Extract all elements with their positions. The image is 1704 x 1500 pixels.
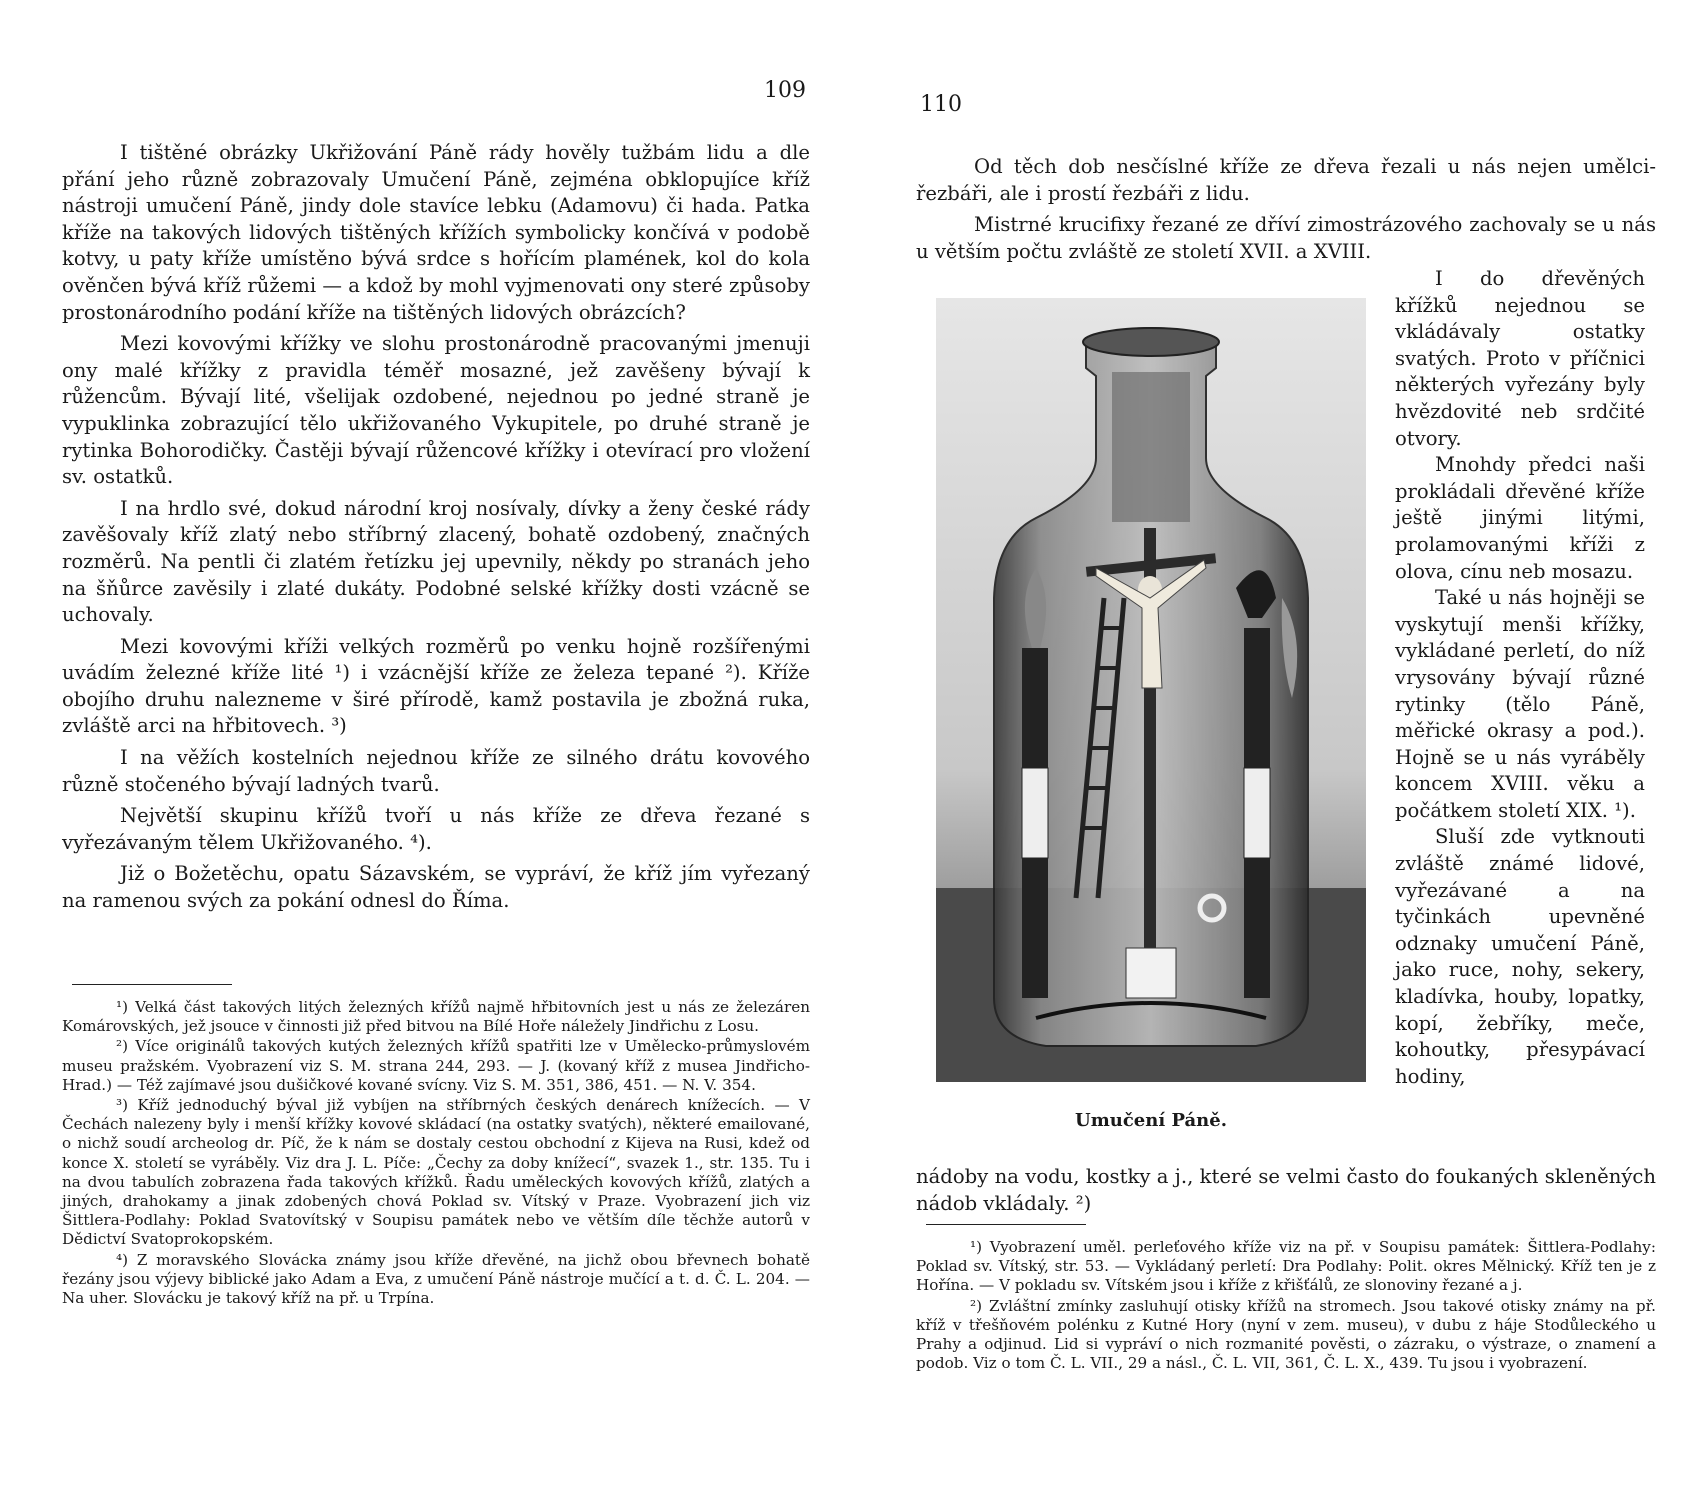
footnote: ⁴) Z moravského Slovácka známy jsou kříže dřevěné, na jichž obou břevnech bohatě řezány jsou výjevy biblické jako Adam a Eva, z umučení Páně nástroje mučící a t. d. Č. L. 204. — Na uher. Slovácku je takový kříž na př. u Trpína. (62, 1250, 810, 1308)
figure (936, 288, 1366, 1131)
footnote: ¹) Velká část takových litých železných křížů najmě hřbitovních jest u nás ze železáren Komárovských, jež jsouce v činnosti již před bitvou na Bílé Hoře náležely Jindřichu z Losu. (62, 998, 810, 1036)
paragraph: Již o Božetěchu, opatu Sázavském, se vypráví, že kříž jím vyřezaný na ramenou svých za pokání odnesl do Říma. (62, 862, 810, 913)
paragraph: nádoby na vodu, kostky a j., které se velmi často do foukaných skleněných nádob vkládaly. ²) (916, 1165, 1656, 1215)
bottle-crucifix-photo (936, 298, 1366, 1082)
left-page (62, 0, 810, 1500)
footnote: ²) Zvláštní zmínky zasluhují otisky křížů na stromech. Jsou takové otisky známy na př. kříž v třešňovém polénku z Kutné Hory (nyní v zem. museu), v dubu z háje Stodůleckého u Prahy a odjinud. Lid si vypráví o nich rozmanité pověsti, o zázraku, o výstraze, o znamení a podob. Viz o tom Č. L. VII., 29 a násl., Č. L. VII, 361, Č. L. X., 439. Tu jsou i vyobrazení. (916, 1296, 1656, 1373)
right-footnotes (916, 1238, 1656, 1374)
figure-caption: Umučení Páně. (1075, 1110, 1227, 1131)
paragraph: Mistrné krucifixy řezané ze dříví zimostrázového zachovaly se u nás u větším počtu zvláště ze století XVII. a XVIII. (916, 213, 1656, 263)
left-body-text (62, 140, 810, 920)
wrapped-text-column (1395, 266, 1645, 1090)
paragraph: I na hrdlo své, dokud národní kroj nosívaly, dívky a ženy české rády zavěšovaly kříž zlatý nebo stříbrný zlacený, bohatě ozdobený, značných rozměrů. Na pentli či zlatém řetízku jej upevnily, někdy po stranách jeho na šňůrce zavěsily i zlaté dukáty. Podobné selské křížky dosti vzácně se uchovaly. (62, 496, 810, 627)
paragraph: Mnohdy předci naši prokládali dřevěné kříže ještě jinými litými, prolamovanými kříži z olova, cínu neb mosazu. (1395, 453, 1645, 583)
page-number-left: 109 (764, 78, 806, 103)
paragraph: Také u nás hojněji se vyskytují menši křížky, vykládané perletí, do níž vrysovány bývají různé rytinky (tělo Páně, měřické okrasy a pod.). Hojně se u nás vyráběly koncem XVIII. věku a počátkem století XIX. ¹). (1395, 586, 1645, 822)
footnote-rule-right (926, 1224, 1086, 1225)
left-footnotes (62, 998, 810, 1309)
paragraph: Sluší zde vytknouti zvláště známé lidové, vyřezávané a na tyčinkách upevněné odznaky umučení Páně, jako ruce, nohy, sekery, kladívka, houby, lopatky, kopí, žebříky, meče, kohoutky, přesypávací hodiny, (1395, 825, 1645, 1088)
paragraph: Největší skupinu křížů tvoří u nás kříže ze dřeva řezané s vyřezávaným tělem Ukřižovaného. ⁴). (62, 804, 810, 854)
text-below-figure (916, 1164, 1656, 1217)
paragraph: I tištěné obrázky Ukřižování Páně rády hověly tužbám lidu a dle přání jeho různě zobrazovaly Umučení Páně, zejména obklopujíce kříž nástroji umučení Páně, jindy dole stavíce lebku (Adamovu) či hada. Patka kříže na takových lidových tištěných křížích symbolicky končívá v podobě kotvy, u paty kříže umístěno bývá srdce s hořícím plamének, kol do kola ověnčen bývá kříž růžemi — a kdož by mohl vyjmenovati ony steré způsoby prostonárodního podání kříže na tištěných lidových obrázcích? (62, 141, 810, 324)
footnote: ²) Více originálů takových kutých železných křížů spatřiti lze v Umělecko-průmyslovém museu pražském. Vyobrazení viz S. M. strana 244, 293. — J. (kovaný kříž z musea Jindřicho-Hrad.) — Též zajímavé jsou dušičkové kované svícny. Viz S. M. 351, 386, 451. — N. V. 354. (62, 1037, 810, 1094)
page-number-right: 110 (920, 92, 962, 117)
right-page (916, 0, 1656, 1500)
footnote: ³) Kříž jednoduchý býval již vybíjen na stříbrných českých denárech knížecích. — V Čechách nalezeny byly i menší křížky kovové skládací (na ostatky svatých), některé emailované, o nichž soudí archeolog dr. Píč, že k nám se dostaly cestou obchodní z Kijeva na Rusi, kdež od konce X. století se vyráběly. Viz dra J. L. Píče: „Čechy za doby knížecí“, svazek 1., str. 135. Tu i na dvou tabulích zobrazena řada takových křížků. Řadu uměleckých kovových křížů, zlatých a jiných, drahokamy a jinak zdobených chová Poklad sv. Vítský v Praze. Vyobrazení jich viz Šittlera-Podlahy: Poklad Svatovítský v Soupisu památek nebo ve větším díle těchže autorů v Dědictví Svatoprokopském. (62, 1096, 810, 1249)
paragraph: Od těch dob nesčíslné kříže ze dřeva řezali u nás nejen umělci-řezbáři, ale i prostí řezbáři z lidu. (916, 155, 1656, 205)
footnote: ¹) Vyobrazení uměl. perleťového kříže viz na př. v Soupisu památek: Šittlera-Podlahy: Poklad sv. Vítský, str. 53. — Vykládaný perletí: Dra Podlahy: Polit. okres Mělnický. Kříž ten je z Hořína. — V pokladu sv. Vítském jsou i kříže z křišťálů, ze slonoviny řezané a j. (916, 1238, 1656, 1295)
paragraph: I do dřevěných křížků nejednou se vkládávaly ostatky svatých. Proto v příčnici některých vyřezány byly hvězdovité neb srdčité otvory. (1395, 267, 1645, 450)
bottle-crucifix-illustration (936, 298, 1366, 1082)
paragraph: I na věžích kostelních nejednou kříže ze silného drátu kovového různě stočeného bývají ladných tvarů. (62, 746, 810, 796)
right-body-text (916, 154, 1656, 270)
paragraph: Mezi kovovými kříži velkých rozměrů po venku hojně rozšířenými uvádím železné kříže lité ¹) i vzácnější kříže ze železa tepané ²). Kříže obojího druhu nalezneme v širé přírodě, kamž postavila je zbožná ruka, zvláště arci na hřbitovech. ³) (62, 634, 810, 738)
paragraph: Mezi kovovými křížky ve slohu prostonárodně pracovanými jmenuji ony malé křížky z pravidla téměř mosazné, jež zavěšeny bývají k růžencům. Bývají lité, všelijak ozdobené, nejednou po jedné straně je vypuklinka zobrazující tělo ukřižovaného Vykupitele, po druhé straně je rytinka Bohorodičky. Častěji bývají růžencové křížky i otevírací pro vložení sv. ostatků. (62, 332, 810, 489)
footnote-rule-left (72, 984, 232, 985)
